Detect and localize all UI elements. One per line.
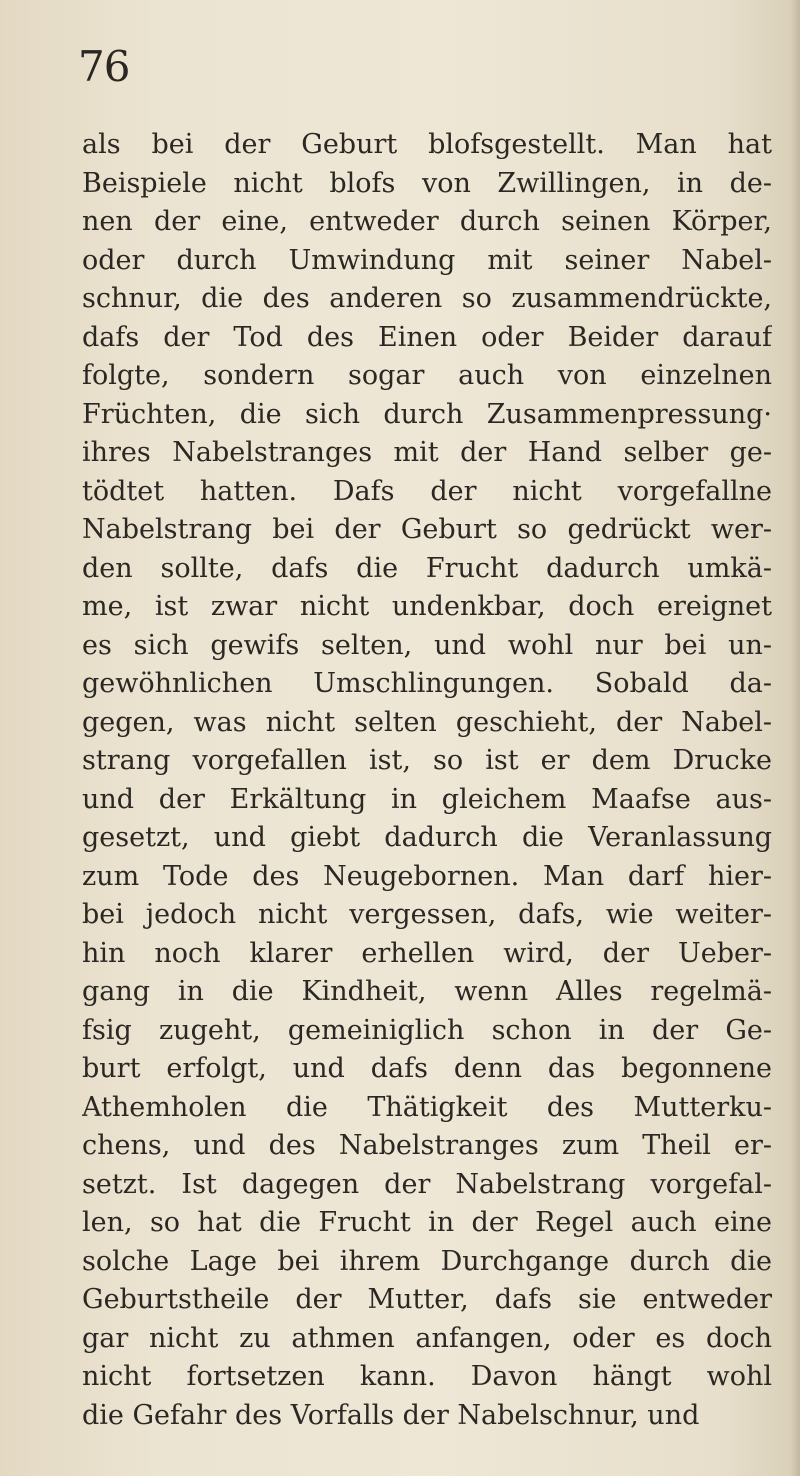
text-line: burt erfolgt, und dafs denn das begonnene [82,1053,772,1084]
text-line: nicht fortsetzen kann. Davon hängt wohl [82,1361,772,1392]
page-number: 76 [78,42,130,91]
text-line: gang in die Kindheit, wenn Alles regelmä- [82,976,772,1007]
text-line: Beispiele nicht blofs von Zwillingen, in de- [82,167,772,199]
text-line: gar nicht zu athmen anfangen, oder es doch [82,1322,772,1354]
text-line: dafs der Tod des Einen oder Beider darauf [82,321,772,353]
text-line: strang vorgefallen ist, so ist er dem Drucke [82,745,772,776]
text-line: tödtet hatten. Dafs der nicht vorgefallne [82,475,772,507]
text-line: chens, und des Nabelstranges zum Theil er- [82,1130,772,1161]
text-line: len, so hat die Frucht in der Regel auch eine [82,1207,772,1238]
text-line: den sollte, dafs die Frucht dadurch umkä- [82,552,772,584]
text-line: Athemholen die Thätigkeit des Mutterku- [82,1091,772,1123]
text-line: gesetzt, und giebt dadurch die Veranlassung [82,822,772,853]
text-line: gewöhnlichen Umschlingungen. Sobald da- [82,668,772,699]
text-line: schnur, die des anderen so zusammendrückte, [82,283,772,314]
text-line: und der Erkältung in gleichem Maafse aus- [82,783,772,815]
page-edge-shadow [790,0,800,1476]
text-line: solche Lage bei ihrem Durchgange durch die [82,1245,772,1277]
text-line: zum Tode des Neugebornen. Man darf hier- [82,860,772,892]
text-line: Nabelstrang bei der Geburt so gedrückt wer- [82,514,772,545]
text-line: me, ist zwar nicht undenkbar, doch ereignet [82,591,772,622]
text-line: die Gefahr des Vorfalls der Nabelschnur, und [82,1399,700,1431]
text-line: oder durch Umwindung mit seiner Nabel- [82,244,772,276]
text-line: fsig zugeht, gemeiniglich schon in der Ge- [82,1014,772,1046]
text-line: als bei der Geburt blofsgestellt. Man hat [82,129,772,160]
text-line: setzt. Ist dagegen der Nabelstrang vorgefal- [82,1168,772,1200]
text-line: es sich gewifs selten, und wohl nur bei un- [82,629,772,661]
text-line: Früchten, die sich durch Zusammenpressung· [82,398,772,430]
body-text [82,126,772,1435]
text-line: ihres Nabelstranges mit der Hand selber ge- [82,437,772,468]
text-line: Geburtstheile der Mutter, dafs sie entweder [82,1284,772,1315]
text-line: hin noch klarer erhellen wird, der Ueber- [82,937,772,969]
text-line: gegen, was nicht selten geschieht, der Nabel- [82,706,772,738]
text-line: bei jedoch nicht vergessen, dafs, wie weiter- [82,899,772,930]
text-line: nen der eine, entweder durch seinen Körper, [82,206,772,237]
text-line: folgte, sondern sogar auch von einzelnen [82,360,772,391]
